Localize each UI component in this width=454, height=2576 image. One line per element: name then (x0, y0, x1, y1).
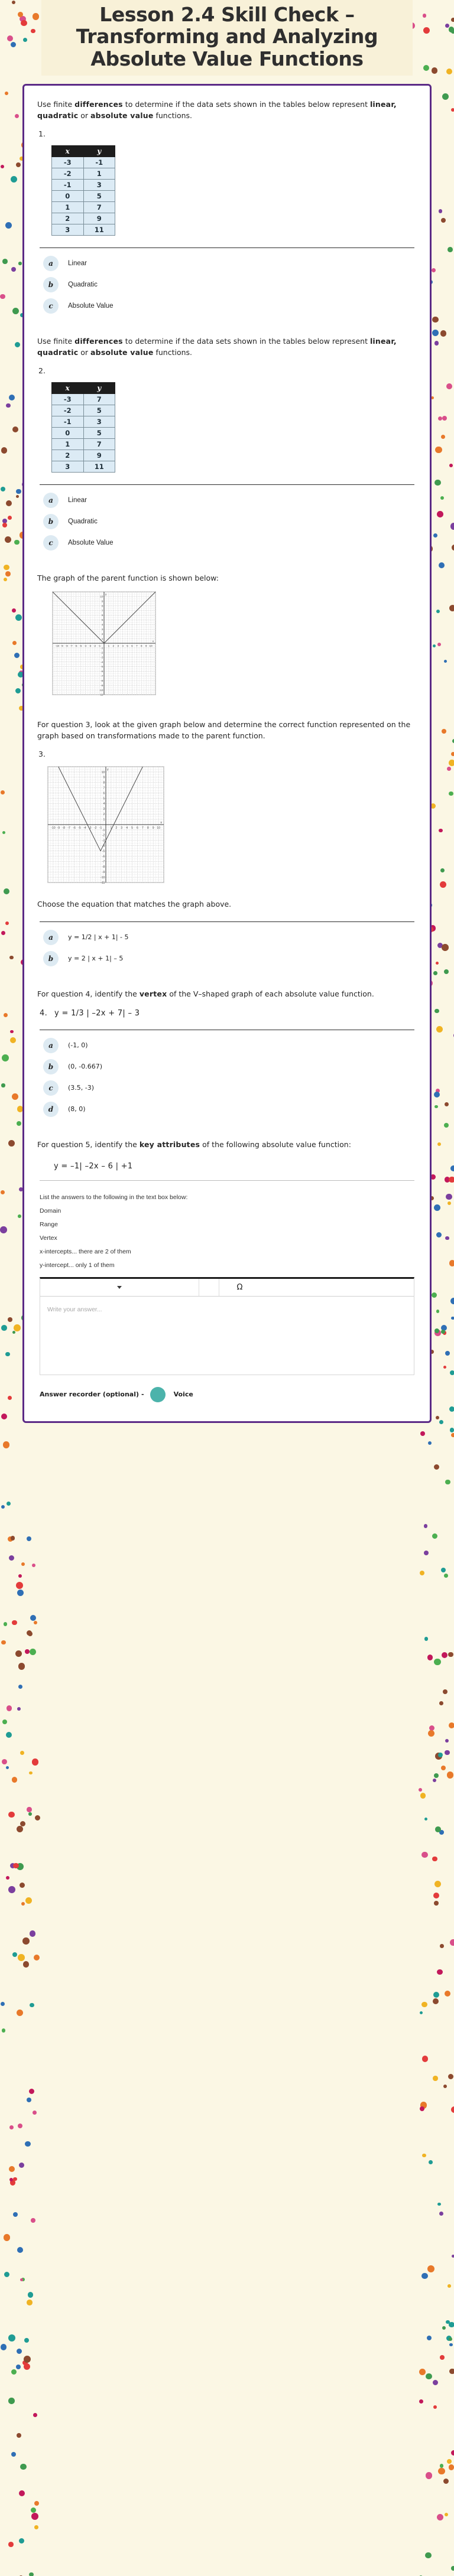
cell-y: 9 (83, 450, 115, 461)
svg-text:-3: -3 (102, 839, 105, 843)
question-1-choices (37, 253, 417, 317)
q5-prompt-part-a: For question 5, identify the (37, 1139, 140, 1149)
svg-text:-8: -8 (102, 865, 105, 869)
table-row (52, 168, 115, 179)
choice-option-b[interactable] (43, 511, 417, 532)
spacer (37, 890, 417, 898)
toolbar-spacer (261, 1279, 414, 1296)
answer-list-item-domain: Domain (40, 1207, 61, 1214)
q2-term-linear-quadratic: linear, quadratic (37, 336, 397, 357)
q1-term-absolute-value: absolute value (90, 110, 154, 120)
cell-y: 5 (83, 427, 115, 438)
choice-badge-b: b (43, 514, 59, 529)
q1-prompt-part-e: functions. (153, 110, 193, 120)
svg-text:3: 3 (103, 807, 105, 811)
table-row (52, 450, 115, 461)
choice-option-c[interactable] (43, 532, 417, 553)
svg-text:6: 6 (103, 792, 105, 796)
cell-y: -1 (83, 157, 115, 168)
svg-text:1: 1 (110, 826, 112, 830)
question-5-divider (40, 1180, 414, 1181)
cell-x: -2 (52, 168, 84, 179)
cell-y: 3 (83, 179, 115, 190)
choice-label-a: Linear (68, 496, 87, 504)
cell-y: 5 (83, 190, 115, 201)
question-5-prompt (37, 1139, 417, 1150)
question-2-table (51, 382, 115, 473)
svg-text:9: 9 (103, 776, 105, 780)
question-1-divider (40, 247, 414, 248)
svg-text:8: 8 (101, 604, 103, 608)
question-4-choices (37, 1035, 417, 1120)
svg-text:-7: -7 (70, 644, 73, 648)
svg-text:y: y (105, 592, 107, 596)
page-title: Lesson 2.4 Skill Check – Transforming and Analyzing Absolute Value Functions (76, 3, 378, 70)
cell-x: 3 (52, 224, 84, 235)
cell-y: 1 (83, 168, 115, 179)
q2-prompt-part-e: functions. (153, 347, 193, 357)
q2-prompt-part-d: or (78, 347, 91, 357)
choice-label-c: Absolute Value (68, 539, 114, 546)
svg-text:-6: -6 (73, 826, 76, 830)
svg-text:-4: -4 (84, 644, 87, 648)
cell-x: -3 (52, 157, 84, 168)
cell-y: 5 (83, 405, 115, 416)
svg-text:10: 10 (101, 770, 105, 774)
svg-text:-2: -2 (93, 826, 97, 830)
question-4-equation-line (40, 1009, 417, 1018)
svg-text:2: 2 (112, 644, 115, 648)
parent-function-graph (51, 591, 157, 696)
cell-y: 7 (83, 201, 115, 213)
answer-list-item-x-intercepts: x-intercepts... there are 2 of them (40, 1248, 131, 1255)
cell-x: 0 (52, 427, 84, 438)
table-row (52, 224, 115, 235)
choice-badge-b: b (43, 951, 59, 966)
svg-text:10: 10 (149, 644, 153, 648)
svg-text:7: 7 (103, 786, 105, 790)
svg-text:x: x (152, 639, 154, 643)
cell-x: 1 (52, 201, 84, 213)
question-3-choices (37, 927, 417, 969)
question-4-equation: y = 1/3 | –2x + 7| – 3 (54, 1008, 140, 1018)
answer-recorder-row (40, 1387, 414, 1402)
svg-text:-9: -9 (60, 644, 63, 648)
cell-x: -2 (52, 405, 84, 416)
svg-text:-9: -9 (102, 870, 105, 874)
svg-text:x: x (160, 820, 162, 825)
table-row (52, 393, 115, 405)
svg-text:3: 3 (121, 826, 123, 830)
q1-prompt-part-a: Use finite (37, 99, 75, 109)
svg-text:-10: -10 (51, 826, 56, 830)
svg-text:6: 6 (131, 644, 133, 648)
svg-text:-7: -7 (100, 674, 103, 678)
svg-text:-11: -11 (99, 693, 103, 696)
column-header-x: x (52, 145, 84, 157)
question-3-prompt: For question 3, look at the given graph below and determine the correct function represented on the graph based on transformations made to the parent function. (37, 719, 411, 740)
svg-text:-10: -10 (100, 875, 105, 880)
answer-recorder-optional: (optional) (102, 1390, 140, 1399)
svg-text:-4: -4 (102, 844, 105, 848)
svg-text:-5: -5 (100, 665, 103, 669)
answer-list-item-vertex: Vertex (40, 1234, 57, 1242)
svg-text:-10: -10 (99, 688, 103, 692)
choice-badge-b: b (43, 1059, 59, 1074)
svg-text:5: 5 (101, 618, 103, 621)
question-1-prompt (37, 99, 417, 121)
svg-text:2: 2 (101, 632, 103, 636)
table-row (52, 438, 115, 450)
assignment-card (22, 84, 432, 1423)
choice-badge-a: a (43, 493, 59, 508)
svg-text:y: y (107, 768, 109, 772)
cell-y: 7 (83, 393, 115, 405)
svg-text:-11: -11 (100, 881, 105, 884)
question-2-prompt (37, 336, 417, 358)
q1-prompt-part-d: or (78, 110, 91, 120)
svg-text:1: 1 (101, 637, 103, 640)
table-row (52, 416, 115, 427)
column-header-y: y (83, 382, 115, 393)
spacer (37, 972, 417, 988)
choice-badge-d: d (43, 1102, 59, 1117)
cell-y: 11 (83, 224, 115, 235)
svg-text:-5: -5 (78, 826, 81, 830)
q2-prompt-part-c: to determine if the data sets shown in the tables below represent (122, 336, 370, 346)
svg-text:-2: -2 (102, 833, 105, 838)
q1-prompt-part-c: to determine if the data sets shown in the tables below represent (122, 99, 370, 109)
svg-text:4: 4 (103, 802, 105, 806)
column-header-y: y (83, 145, 115, 157)
table-row (52, 201, 115, 213)
choice-label-b: (0, -0.667) (68, 1063, 103, 1071)
choice-option-b[interactable] (43, 948, 417, 969)
svg-text:7: 7 (136, 644, 138, 648)
svg-text:3: 3 (101, 627, 103, 631)
cell-y: 9 (83, 213, 115, 224)
cell-y: 7 (83, 438, 115, 450)
svg-text:9: 9 (152, 826, 154, 830)
cell-x: 2 (52, 450, 84, 461)
q2-term-absolute-value: absolute value (90, 347, 154, 357)
special-character-button[interactable]: Ω (236, 1282, 243, 1292)
q5-prompt-part-c: of the following absolute value function: (200, 1139, 351, 1149)
q2-prompt-part-a: Use finite (37, 336, 75, 346)
choice-badge-a: a (43, 930, 59, 945)
parent-function-graph-wrapper (51, 591, 417, 699)
choice-badge-a: a (43, 1038, 59, 1053)
svg-text:-1: -1 (99, 826, 102, 830)
cell-x: 1 (52, 438, 84, 450)
question-3-choose-label: Choose the equation that matches the graph above. (37, 899, 232, 908)
header-banner (41, 0, 413, 76)
choice-option-a[interactable] (43, 253, 417, 274)
q1-term-differences: differences (74, 99, 123, 109)
svg-text:-2: -2 (100, 651, 103, 654)
choice-label-c: (3.5, -3) (68, 1084, 95, 1092)
svg-text:6: 6 (101, 614, 103, 617)
choice-badge-c: c (43, 535, 59, 551)
table-row (52, 427, 115, 438)
svg-text:-1: -1 (98, 644, 101, 648)
question-3-divider (40, 921, 414, 922)
chevron-down-icon (117, 1286, 122, 1289)
svg-text:8: 8 (140, 644, 142, 648)
svg-text:8: 8 (103, 781, 105, 785)
svg-text:4: 4 (122, 644, 124, 648)
svg-text:-9: -9 (57, 826, 60, 830)
table-header-row (52, 382, 115, 393)
svg-text:8: 8 (147, 826, 149, 830)
table-row (52, 157, 115, 168)
q2-term-differences: differences (74, 336, 123, 346)
q4-prompt-part-c: of the V–shaped graph of each absolute value function. (167, 989, 374, 998)
answer-text-editor[interactable] (40, 1277, 414, 1375)
question-2-choices (37, 490, 417, 553)
svg-text:9: 9 (145, 644, 147, 648)
question-5-equation: y = –1| –2x – 6 | +1 (54, 1161, 133, 1171)
question-3-number: 3. (38, 749, 46, 758)
svg-text:6: 6 (137, 826, 138, 830)
svg-text:-3: -3 (88, 826, 92, 830)
choice-badge-c: c (43, 298, 59, 314)
choice-option-a[interactable] (43, 1035, 417, 1056)
choice-option-a[interactable] (43, 927, 417, 948)
choice-badge-b: b (43, 277, 59, 292)
svg-text:10: 10 (100, 595, 103, 598)
voice-record-button[interactable] (150, 1387, 166, 1402)
table-row (52, 179, 115, 190)
svg-text:-6: -6 (102, 855, 105, 859)
question-1-table (51, 145, 115, 236)
choice-badge-c: c (43, 1080, 59, 1096)
svg-text:9: 9 (101, 600, 103, 603)
svg-text:-5: -5 (102, 849, 105, 854)
q5-term-key-attributes: key attributes (139, 1139, 200, 1149)
svg-text:-7: -7 (67, 826, 70, 830)
choice-label-a: y = 1/2 | x + 1| - 5 (68, 933, 129, 942)
choice-label-c: Absolute Value (68, 302, 114, 310)
choice-badge-a: a (43, 256, 59, 271)
svg-text:4: 4 (126, 826, 128, 830)
answer-input-placeholder: Write your answer... (47, 1305, 102, 1313)
svg-text:5: 5 (131, 826, 133, 830)
svg-text:-3: -3 (100, 656, 103, 659)
q4-term-vertex: vertex (139, 989, 167, 998)
svg-text:-3: -3 (89, 644, 92, 648)
question-1-number: 1. (38, 129, 46, 138)
svg-text:-8: -8 (65, 644, 68, 648)
svg-text:-5: -5 (79, 644, 82, 648)
spacer (37, 1122, 417, 1139)
cell-y: 11 (83, 461, 115, 472)
cell-x: 3 (52, 461, 84, 472)
choice-label-b: y = 2 | x + 1| – 5 (68, 955, 124, 963)
answer-input-area[interactable] (40, 1297, 414, 1375)
cell-x: 2 (52, 213, 84, 224)
answer-recorder-label: Answer recorder (40, 1390, 100, 1399)
spacer (37, 702, 417, 719)
question-3-graph-wrapper (47, 766, 417, 887)
svg-text:5: 5 (127, 644, 128, 648)
toolbar-divider (199, 1279, 219, 1296)
table-header-row (52, 145, 115, 157)
choice-label-d: (8, 0) (68, 1105, 86, 1113)
svg-text:-7: -7 (102, 860, 105, 864)
choice-label-a: Linear (68, 259, 87, 267)
svg-text:-6: -6 (74, 644, 77, 648)
answer-list-item-range: Range (40, 1220, 58, 1228)
question-4-prompt (37, 988, 417, 999)
table-row (52, 190, 115, 201)
svg-text:-9: -9 (100, 683, 103, 687)
choice-label-a: (-1, 0) (68, 1041, 88, 1050)
q4-prompt-part-a: For question 4, identify the (37, 989, 140, 998)
svg-text:7: 7 (101, 609, 103, 613)
svg-text:-1: -1 (102, 828, 105, 832)
svg-text:2: 2 (103, 812, 105, 816)
voice-label: Voice (173, 1390, 193, 1399)
svg-text:7: 7 (141, 826, 144, 830)
svg-text:1: 1 (108, 644, 110, 648)
table-row (52, 213, 115, 224)
svg-text:-1: -1 (100, 646, 103, 650)
table-row (52, 461, 115, 472)
svg-text:-8: -8 (62, 826, 66, 830)
svg-text:5: 5 (103, 797, 105, 801)
editor-toolbar (40, 1279, 414, 1297)
svg-text:3: 3 (117, 644, 119, 648)
q1-term-linear-quadratic: linear, quadratic (37, 99, 397, 120)
cell-x: -3 (52, 393, 84, 405)
choice-option-b[interactable] (43, 274, 417, 295)
answer-list-heading: List the answers to the following in the text box below: (40, 1193, 188, 1201)
answer-list-item-y-intercept: y-intercept... only 1 of them (40, 1261, 115, 1269)
question-1-table-body (52, 157, 115, 235)
cell-x: -1 (52, 179, 84, 190)
svg-text:2: 2 (115, 826, 118, 830)
choice-option-c[interactable] (43, 1077, 417, 1099)
choice-option-b[interactable] (43, 1056, 417, 1077)
svg-text:-10: -10 (55, 644, 60, 648)
choice-option-c[interactable] (43, 295, 417, 317)
column-header-x: x (52, 382, 84, 393)
svg-text:-4: -4 (83, 826, 86, 830)
spacer (37, 319, 417, 336)
question-3-graph (47, 766, 165, 884)
answer-recorder-dash: - (141, 1390, 144, 1399)
question-2-number: 2. (38, 366, 46, 375)
choice-option-a[interactable] (43, 490, 417, 511)
cell-x: -1 (52, 416, 84, 427)
choice-option-d[interactable] (43, 1099, 417, 1120)
svg-text:-6: -6 (100, 669, 103, 673)
font-format-dropdown[interactable] (40, 1279, 199, 1296)
question-4-number: 4. (40, 1008, 48, 1018)
spacer (37, 556, 417, 572)
question-2-divider (40, 484, 414, 485)
question-2-table-body (52, 393, 115, 472)
parent-function-prompt: The graph of the parent function is shown below: (37, 573, 219, 582)
choice-label-b: Quadratic (68, 281, 98, 288)
table-row (52, 405, 115, 416)
svg-text:1: 1 (103, 818, 105, 822)
cell-y: 3 (83, 416, 115, 427)
svg-text:4: 4 (101, 623, 103, 626)
svg-text:-8: -8 (100, 679, 103, 682)
svg-text:-4: -4 (100, 660, 103, 664)
svg-text:-2: -2 (93, 644, 96, 648)
cell-x: 0 (52, 190, 84, 201)
choice-label-b: Quadratic (68, 517, 98, 525)
svg-text:10: 10 (157, 826, 160, 830)
